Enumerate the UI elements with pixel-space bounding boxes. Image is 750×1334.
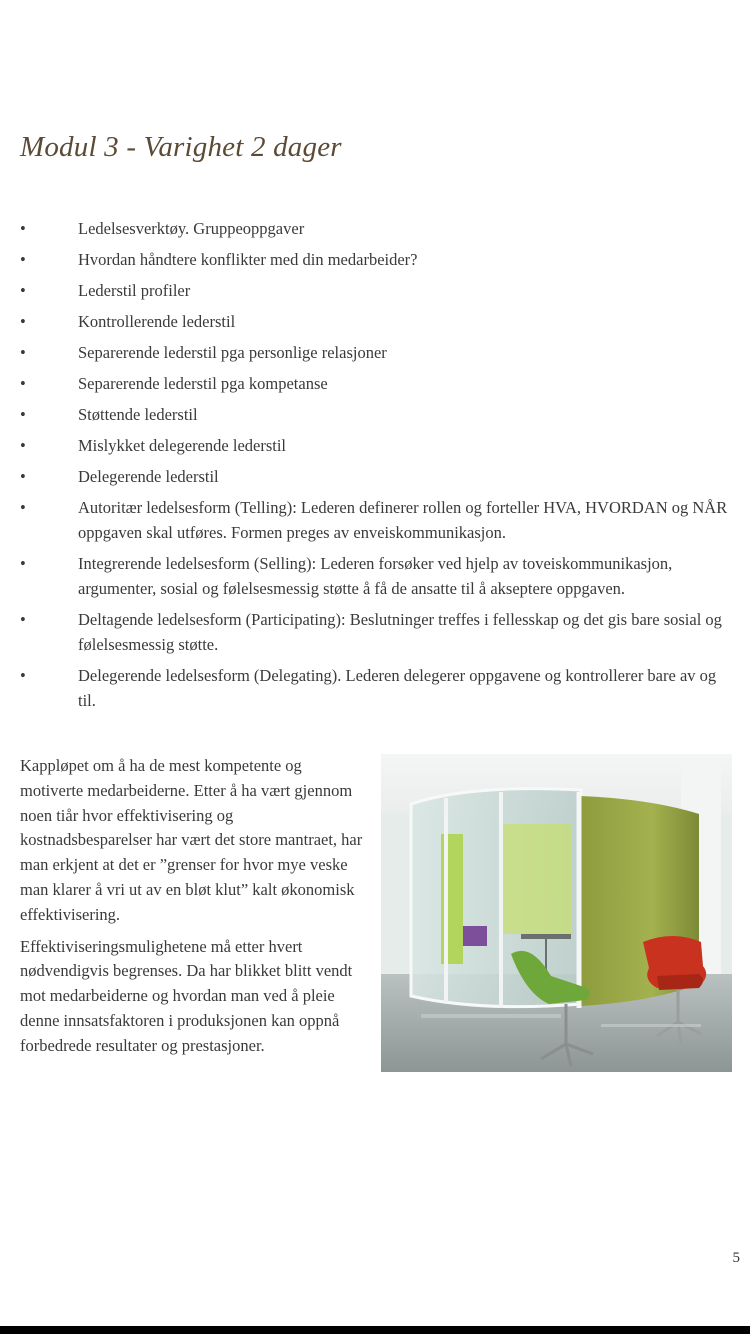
green-interior-panel (501, 824, 571, 934)
page-title: Modul 3 - Varighet 2 dager (20, 131, 342, 163)
list-item (20, 495, 732, 545)
list-item (20, 278, 732, 303)
paragraph: Kappløpet om å ha de mest kompetente og motiverte medarbeiderne. Etter å ha vært gjennom noen tiår hvor effektivisering og kostnadsbesparelser har vært det store mantraet, har man erkjent at det er ”grenser for hvor mye veske man klarer å vri ut av en bløt klut” kalt økonomisk effektivisering. (20, 756, 363, 924)
table (521, 934, 571, 939)
list-item-text: Delegerende lederstil (78, 467, 219, 486)
list-item-text: Separerende lederstil pga personlige relasjoner (78, 343, 387, 362)
bottom-bar (0, 1326, 750, 1334)
list-item-text: Mislykket delegerende lederstil (78, 436, 287, 455)
list-item-text: Autoritær ledelsesform (Telling): Lederen definerer rollen og forteller HVA, HVORDAN og NÅR oppgaven skal utføres. Formen preges av enveiskommunikasjon. (78, 498, 728, 542)
bullet-icon: • (20, 498, 26, 517)
list-item (20, 402, 732, 427)
paragraph: Effektiviseringsmulighetene må etter hvert nødvendigvis begrenses. Da har blikket blitt vendt mot medarbeiderne og hvordan man ved å pleie denne innsatsfaktoren i produksjonen kan oppnå forbedrede resultater og prestasjoner. (20, 936, 353, 1055)
bullet-icon: • (20, 666, 26, 685)
bullet-icon: • (20, 554, 26, 573)
bullet-icon: • (20, 405, 26, 424)
body-text (20, 754, 365, 1066)
list-item (20, 551, 732, 601)
list-item (20, 371, 732, 396)
list-item (20, 663, 732, 713)
list-item (20, 247, 732, 272)
bullet-icon: • (20, 374, 26, 393)
bullet-icon: • (20, 343, 26, 362)
office-pod-photo (381, 754, 732, 1072)
list-item-text: Hvordan håndtere konflikter med din medarbeider? (78, 250, 418, 269)
bullet-icon: • (20, 281, 26, 300)
list-item-text: Ledelsesverktøy. Gruppeoppgaver (78, 219, 305, 238)
purple-chair (463, 926, 487, 946)
topic-list (20, 216, 732, 719)
bullet-icon: • (20, 610, 26, 629)
list-item-text: Lederstil profiler (78, 281, 191, 300)
bullet-icon: • (20, 219, 26, 238)
list-item (20, 309, 732, 334)
bullet-icon: • (20, 312, 26, 331)
bullet-icon: • (20, 467, 26, 486)
list-item (20, 216, 732, 241)
list-item (20, 464, 732, 489)
list-item (20, 607, 732, 657)
list-item-text: Deltagende ledelsesform (Participating): Beslutninger treffes i fellesskap og det gis bare sosial og følelsesmessig støtte. (78, 610, 722, 654)
list-item (20, 340, 732, 365)
list-item-text: Støttende lederstil (78, 405, 198, 424)
list-item (20, 433, 732, 458)
list-item-text: Kontrollerende lederstil (78, 312, 236, 331)
bullet-icon: • (20, 436, 26, 455)
list-item-text: Separerende lederstil pga kompetanse (78, 374, 328, 393)
office-scene-illustration (381, 754, 732, 1072)
page-number: 5 (732, 1250, 740, 1266)
list-item-text: Integrerende ledelsesform (Selling): Lederen forsøker ved hjelp av toveiskommunikasjon, argumenter, sosial og følelsesmessig støtte å få de ansatte til å akseptere oppgaven. (78, 554, 673, 598)
list-item-text: Delegerende ledelsesform (Delegating). Lederen delegerer oppgavene og kontrollerer bare av og til. (78, 666, 717, 710)
bullet-icon: • (20, 250, 26, 269)
